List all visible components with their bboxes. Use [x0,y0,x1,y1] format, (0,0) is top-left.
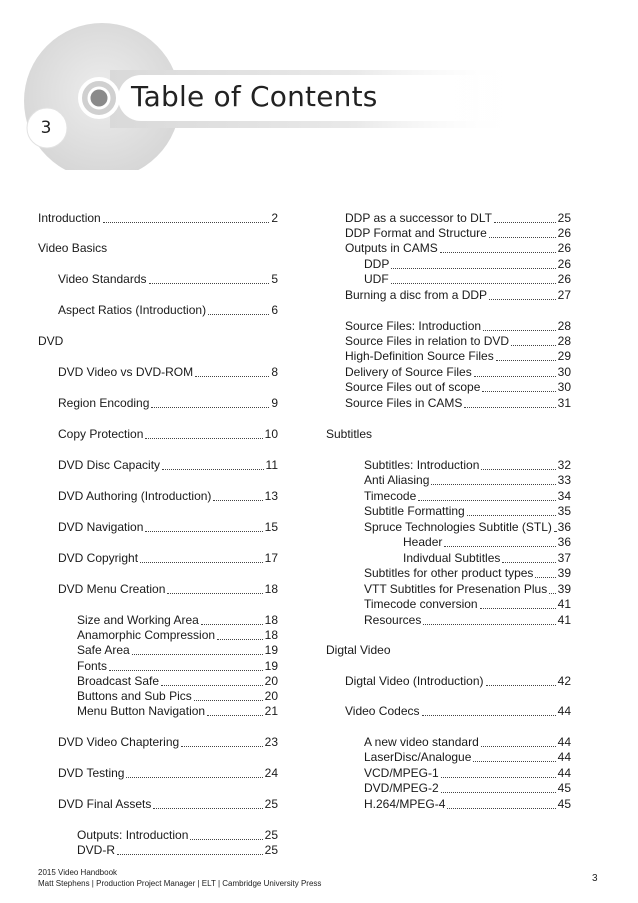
toc-entry-page: 23 [264,735,278,749]
toc-entry-page: 10 [264,427,278,441]
toc-entry[interactable] [345,704,571,719]
toc-entry-title: Header [403,535,443,549]
toc-entry[interactable] [364,489,571,504]
toc-entry-page: 44 [557,750,571,764]
toc-leader [194,699,263,701]
toc-entry-title: Anamorphic Compression [77,628,216,642]
toc-leader [213,499,262,501]
toc-leader [153,807,262,809]
toc-entry[interactable] [58,582,278,597]
footer-title: 2015 Video Handbook [38,868,118,877]
toc-entry-title: DDP [364,257,390,271]
toc-entry-page: 30 [557,365,571,379]
toc-entry-page: 41 [557,613,571,627]
toc-entry-page: 28 [557,334,571,348]
toc-entry-page: 33 [557,473,571,487]
toc-entry-page: 45 [557,781,571,795]
toc-entry-title: DDP Format and Structure [345,226,487,240]
toc-leader [132,653,263,655]
toc-entry[interactable] [77,613,278,628]
toc-entry-title: DVD Authoring (Introduction) [58,489,212,503]
toc-entry[interactable] [58,551,278,566]
toc-entry-page: 18 [264,628,278,642]
footer [38,867,321,889]
toc-entry-page: 44 [557,735,571,749]
toc-entry-title: Buttons and Sub Pics [77,689,192,703]
toc-entry[interactable] [403,551,571,566]
toc-entry[interactable] [77,689,278,704]
toc-entry[interactable] [364,473,571,488]
toc-leader [482,390,555,392]
toc-entry[interactable] [77,659,278,674]
bullet-dot-icon [89,88,109,108]
toc-entry[interactable] [345,380,571,395]
toc-leader [441,791,556,793]
toc-leader [549,592,555,594]
toc-entry[interactable] [345,288,571,303]
toc-entry-page: 9 [271,396,278,410]
toc-entry-page: 6 [271,303,278,317]
toc-leader [489,298,556,300]
toc-entry[interactable] [38,211,278,226]
toc-entry[interactable] [58,272,278,287]
toc-entry[interactable] [77,704,278,719]
toc-entry-title: Video Basics [38,241,108,255]
toc-entry-title: Source Files: Introduction [345,319,482,333]
toc-entry[interactable] [345,396,571,411]
toc-leader [145,437,262,439]
toc-entry-title: VTT Subtitles for Presenation Plus [364,582,548,596]
toc-entry-title: Burning a disc from a DDP [345,288,488,302]
toc-section-heading[interactable] [326,643,571,658]
toc-entry-page: 45 [557,797,571,811]
toc-leader [444,545,555,547]
toc-entry-title: Timecode conversion [364,597,478,611]
toc-entry[interactable] [77,828,278,843]
toc-entry[interactable] [345,365,571,380]
toc-entry-title: DVD [38,334,64,348]
toc-entry[interactable] [364,797,571,812]
toc-entry[interactable] [345,226,571,241]
toc-entry[interactable] [58,797,278,812]
toc-entry-page: 18 [264,613,278,627]
toc-leader [511,344,556,346]
toc-leader [190,838,262,840]
toc-entry-title: Outputs in CAMS [345,241,438,255]
toc-entry-title: Subtitles [326,427,373,441]
toc-leader [151,406,269,408]
toc-entry[interactable] [58,396,278,411]
toc-entry-page: 15 [264,520,278,534]
toc-entry-page: 27 [557,288,571,302]
toc-entry[interactable] [364,458,571,473]
toc-entry-page: 34 [557,489,571,503]
toc-leader [480,607,556,609]
toc-entry-page: 30 [557,380,571,394]
toc-entry[interactable] [364,613,571,628]
toc-leader [207,714,263,716]
toc-entry-title: DVD Video Chaptering [58,735,180,749]
toc-entry[interactable] [345,334,571,349]
toc-entry-title: Subtitle Formatting [364,504,465,518]
toc-leader [483,329,556,331]
toc-entry-page: 20 [264,689,278,703]
toc-entry-page: 5 [271,272,278,286]
toc-leader [201,623,263,625]
toc-leader [391,282,556,284]
toc-leader [535,576,555,578]
toc-entry-title: Digtal Video [326,643,391,657]
toc-entry-title: DVD Navigation [58,520,144,534]
toc-entry-title: Video Standards [58,272,147,286]
toc-entry[interactable] [403,535,571,550]
toc-entry-page: 26 [557,257,571,271]
chapter-number: 3 [40,118,52,138]
toc-entry-title: A new video standard [364,735,479,749]
toc-leader [161,684,263,686]
toc-entry-title: Digtal Video (Introduction) [345,674,484,688]
toc-leader [162,468,264,470]
toc-entry-title: DVD-R [77,843,115,857]
toc-entry[interactable] [364,735,571,750]
toc-entry-title: High-Definition Source Files [345,349,494,363]
toc-entry[interactable] [77,843,278,858]
toc-entry-page: 44 [557,704,571,718]
toc-entry-page: 25 [557,211,571,225]
toc-entry-page: 11 [265,458,278,472]
toc-entry[interactable] [364,504,571,519]
toc-leader [208,313,269,315]
toc-leader [109,669,263,671]
toc-entry[interactable] [364,520,571,535]
toc-entry[interactable] [345,211,571,226]
toc-leader [474,375,556,377]
toc-leader [149,282,270,284]
toc-entry-page: 31 [557,396,571,410]
toc-entry-title: Size and Working Area [77,613,199,627]
toc-leader [391,267,555,269]
toc-entry-title: Source Files out of scope [345,380,481,394]
toc-leader [145,530,262,532]
toc-entry-title: DVD Video vs DVD-ROM [58,365,194,379]
toc-entry-page: 36 [557,520,571,534]
toc-entry[interactable] [364,766,571,781]
toc-entry-title: Video Codecs [345,704,420,718]
toc-entry-title: LaserDisc/Analogue [364,750,472,764]
toc-entry-page: 25 [264,843,278,857]
toc-entry-page: 17 [264,551,278,565]
toc-leader [464,406,555,408]
toc-entry-page: 44 [557,766,571,780]
toc-entry-title: Indivdual Subtitles [403,551,501,565]
toc-entry-page: 35 [557,504,571,518]
toc-section-heading[interactable] [326,427,571,442]
toc-leader [496,359,556,361]
toc-leader [467,514,556,516]
toc-entry-title: Copy Protection [58,427,144,441]
toc-entry-title: Broadcast Safe [77,674,160,688]
toc-entry-page: 19 [264,659,278,673]
toc-entry-page: 29 [557,349,571,363]
toc-section-heading[interactable] [38,241,278,256]
toc-entry[interactable] [58,458,278,473]
footer-credits: Matt Stephens | Production Project Manager | ELT | Cambridge University Press [38,879,322,888]
toc-leader [167,592,262,594]
toc-entry-page: 25 [264,797,278,811]
toc-entry-page: 41 [557,597,571,611]
toc-leader [554,530,556,532]
toc-entry-page: 24 [264,766,278,780]
toc-entry-page: 42 [557,674,571,688]
toc-entry-title: DVD/MPEG-2 [364,781,439,795]
toc-entry-title: Source Files in CAMS [345,396,463,410]
toc-leader [181,745,262,747]
toc-leader [494,221,556,223]
toc-entry-title: Resources [364,613,422,627]
toc-entry[interactable] [77,674,278,689]
toc-entry-page: 2 [271,211,278,225]
toc-entry-title: DDP as a successor to DLT [345,211,492,225]
toc-entry-page: 28 [557,319,571,333]
toc-leader [103,221,270,223]
page-title: Table of Contents [131,80,378,113]
toc-entry-title: UDF [364,272,389,286]
toc-entry[interactable] [58,427,278,442]
toc-leader [423,623,555,625]
toc-leader [422,714,556,716]
toc-entry[interactable] [364,272,571,287]
toc-entry-title: Aspect Ratios (Introduction) [58,303,207,317]
toc-entry-title: VCD/MPEG-1 [364,766,439,780]
toc-entry-page: 32 [557,458,571,472]
toc-leader [447,807,555,809]
toc-entry-page: 8 [271,365,278,379]
toc-entry[interactable] [364,582,571,597]
toc-section-heading[interactable] [38,334,278,349]
toc-entry-page: 39 [557,582,571,596]
toc-entry-page: 21 [264,704,278,718]
toc-entry-page: 26 [557,241,571,255]
toc-entry[interactable] [345,674,571,689]
toc-leader [431,483,555,485]
toc-entry-page: 36 [557,535,571,549]
toc-leader [489,236,556,238]
toc-leader [126,776,262,778]
toc-entry-title: Menu Button Navigation [77,704,206,718]
toc-entry-page: 26 [557,272,571,286]
toc-entry-title: Anti Aliasing [364,473,430,487]
toc-entry-title: Subtitles: Introduction [364,458,480,472]
toc-entry[interactable] [58,303,278,318]
toc-leader [486,684,556,686]
toc-entry[interactable] [77,628,278,643]
toc-entry[interactable] [58,735,278,750]
toc-entry[interactable] [364,566,571,581]
toc-entry[interactable] [77,643,278,658]
toc-entry-title: DVD Final Assets [58,797,152,811]
toc-entry[interactable] [364,597,571,612]
toc-entry-title: Introduction [38,211,101,225]
toc-leader [217,638,263,640]
toc-entry-title: Fonts [77,659,108,673]
toc-leader [440,251,556,253]
toc-entry-page: 19 [264,643,278,657]
toc-entry-title: Subtitles for other product types [364,566,534,580]
toc-entry[interactable] [58,520,278,535]
toc-entry-title: DVD Copyright [58,551,139,565]
toc-entry-title: Outputs: Introduction [77,828,189,842]
toc-entry-title: DVD Menu Creation [58,582,166,596]
toc-entry[interactable] [58,365,278,380]
toc-entry-title: Safe Area [77,643,130,657]
toc-entry-page: 37 [557,551,571,565]
toc-entry-title: Timecode [364,489,417,503]
toc-entry-page: 20 [264,674,278,688]
toc-entry-page: 26 [557,226,571,240]
toc-leader [117,853,263,855]
toc-leader [195,375,269,377]
toc-entry[interactable] [345,241,571,256]
toc-leader [441,776,556,778]
toc-entry-page: 25 [264,828,278,842]
toc-entry[interactable] [364,781,571,796]
toc-entry-page: 13 [264,489,278,503]
toc-entry[interactable] [345,319,571,334]
toc-leader [502,561,555,563]
toc-entry[interactable] [58,766,278,781]
toc-entry-title: Delivery of Source Files [345,365,472,379]
toc-entry-title: Region Encoding [58,396,150,410]
toc-leader [481,468,555,470]
toc-entry[interactable] [364,257,571,272]
toc-entry[interactable] [58,489,278,504]
toc-entry-page: 39 [557,566,571,580]
toc-entry-title: H.264/MPEG-4 [364,797,446,811]
toc-leader [481,745,556,747]
toc-entry[interactable] [364,750,571,765]
toc-entry-title: DVD Disc Capacity [58,458,161,472]
toc-entry-title: DVD Testing [58,766,125,780]
toc-entry-page: 18 [264,582,278,596]
toc-entry-title: Source Files in relation to DVD [345,334,510,348]
toc-leader [140,561,263,563]
toc-leader [473,760,555,762]
footer-page-number: 3 [592,873,598,884]
toc-leader [418,499,555,501]
toc-entry[interactable] [345,349,571,364]
toc-entry-title: Spruce Technologies Subtitle (STL) [364,520,552,534]
